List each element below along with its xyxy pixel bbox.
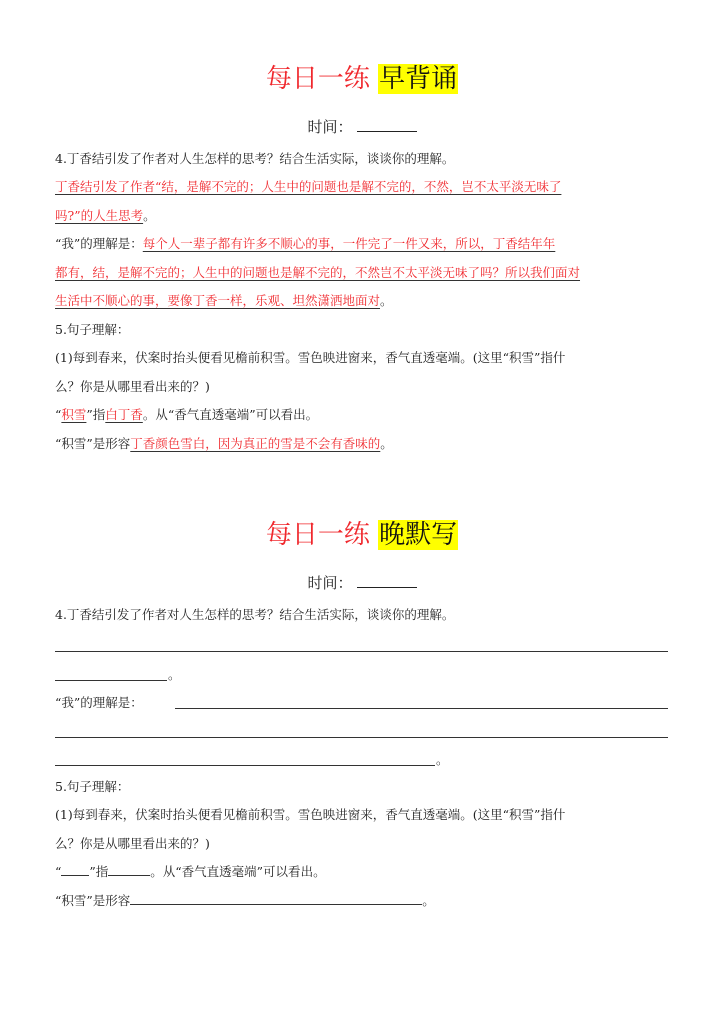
punctuation: 。 (380, 293, 393, 308)
answer-word: 积雪 (61, 407, 87, 422)
q5-answer2 (55, 892, 435, 910)
time-blank[interactable] (357, 117, 417, 132)
q4-my-line3 (55, 292, 393, 310)
title-prefix: 每日一练 (265, 64, 370, 94)
my-understanding-blank[interactable] (175, 708, 668, 709)
punctuation: 。 (436, 752, 449, 767)
q5-sub1-line2: 么？你是从哪里看出来的？) (55, 379, 210, 394)
q5-heading: 5.句子理解： (55, 322, 130, 337)
punctuation: 。 (380, 436, 393, 451)
answer-blank[interactable] (130, 892, 422, 905)
quote-open: “ (55, 407, 62, 422)
q5-answer2 (55, 435, 393, 453)
answer-prefix: “积雪”是形容 (55, 436, 131, 451)
time-label: 时间： (307, 574, 353, 592)
q4-answer-line1 (55, 178, 561, 196)
q4-question: 4.丁香结引发了作者对人生怎样的思考？结合生活实际，谈谈你的理解。 (55, 607, 455, 622)
time-row (0, 572, 724, 594)
my-understanding-text: 都有，结，是解不完的；人生中的问题也是解不完的，不然岂不太平淡无味了吗？所以我们面对 (55, 265, 581, 280)
q4-my-line1 (55, 235, 555, 253)
q4-answer-line2 (55, 207, 156, 225)
q4-my-line2 (55, 264, 580, 282)
time-blank[interactable] (357, 573, 417, 588)
title-prefix: 每日一练 (265, 520, 370, 550)
answer-blank-line[interactable] (55, 680, 167, 681)
answer-word-blank[interactable] (61, 863, 89, 876)
answer-rest: 。从“香气直透毫端”可以看出。 (142, 407, 319, 422)
section1-title (0, 62, 724, 96)
time-row (0, 116, 724, 138)
answer-rest: 。从“香气直透毫端”可以看出。 (150, 864, 326, 879)
answer-ref: 白丁香 (105, 407, 143, 422)
q5-heading: 5.句子理解： (55, 779, 130, 794)
quote-open: “ (55, 864, 62, 879)
answer-mid: ”指 (86, 407, 106, 422)
q5-sub1-line1: (1)每到春来，伏案时抬头便看见檐前积雪。雪色映进窗来，香气直透毫端。(这里“积雪”指什 (55, 807, 566, 822)
answer-prefix: “积雪”是形容 (55, 893, 131, 908)
answer-text: 丁香颜色雪白，因为真正的雪是不会有香味的 (130, 436, 381, 451)
my-understanding-label: “我”的理解是： (55, 695, 143, 710)
answer-blank-line[interactable] (55, 651, 668, 652)
q4-answer-text: 丁香结引发了作者“结，是解不完的；人生中的问题也是解不完的，不然，岂不太平淡无味了 (55, 179, 562, 194)
title-highlight: 早背诵 (379, 64, 458, 94)
punctuation: 。 (168, 667, 181, 682)
q5-sub1-line1: (1)每到春来，伏案时抬头便看见檐前积雪。雪色映进窗来，香气直透毫端。(这里“积雪”指什 (55, 350, 566, 365)
title-highlight: 晚默写 (379, 520, 458, 550)
answer-blank-line[interactable] (55, 737, 668, 738)
answer-mid: ”指 (89, 864, 109, 879)
q4-answer-text: 吗?”的人生思考 (55, 208, 144, 223)
punctuation: 。 (143, 208, 156, 223)
q5-answer1 (55, 406, 318, 424)
answer-blank-line[interactable] (55, 765, 435, 766)
time-label: 时间： (307, 118, 353, 136)
q4-question: 4.丁香结引发了作者对人生怎样的思考？结合生活实际，谈谈你的理解。 (55, 151, 455, 166)
answer-ref-blank[interactable] (108, 863, 150, 876)
q5-answer1 (55, 863, 326, 881)
my-understanding-text: 每个人一辈子都有许多不顺心的事，一件完了一件又来，所以，丁香结年年 (142, 236, 556, 251)
section2-title (0, 518, 724, 552)
q5-sub1-line2: 么？你是从哪里看出来的？) (55, 836, 210, 851)
my-understanding-label: “我”的理解是： (55, 236, 143, 251)
punctuation: 。 (422, 893, 435, 908)
my-understanding-text: 生活中不顺心的事，要像丁香一样，乐观、坦然潇洒地面对 (55, 293, 381, 308)
